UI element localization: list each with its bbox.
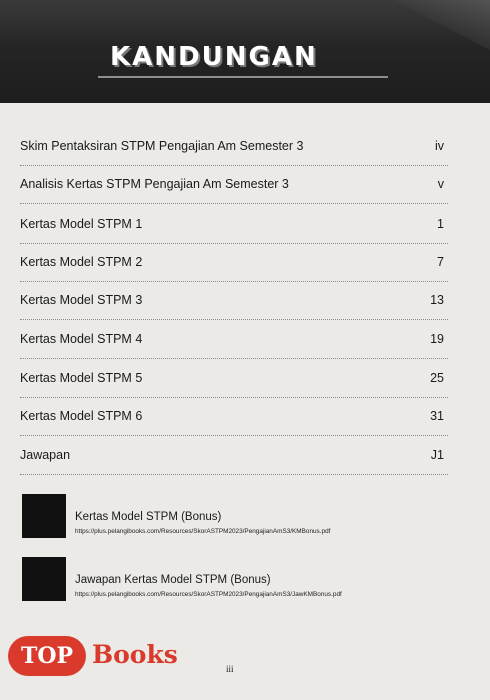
toc-row[interactable] — [20, 281, 448, 320]
bonus-title: Kertas Model STPM (Bonus) — [75, 511, 222, 523]
toc-label: Kertas Model STPM 3 — [20, 293, 143, 307]
bonus-title: Jawapan Kertas Model STPM (Bonus) — [75, 574, 271, 586]
toc-label: Kertas Model STPM 2 — [20, 255, 143, 269]
toc-row[interactable] — [20, 359, 448, 398]
toc-row[interactable] — [20, 205, 448, 244]
toc-label: Kertas Model STPM 5 — [20, 371, 143, 385]
toc-page: iv — [434, 139, 444, 153]
toc-page: 25 — [430, 371, 444, 385]
qr-code-icon[interactable] — [22, 557, 66, 601]
bonus-item[interactable] — [22, 494, 462, 540]
toc-row[interactable] — [20, 397, 448, 436]
toc-page: 13 — [430, 293, 444, 307]
toc-page: 1 — [437, 217, 444, 231]
bonus-item[interactable] — [22, 557, 462, 603]
toc-page: 7 — [437, 255, 444, 269]
toc-label: Analisis Kertas STPM Pengajian Am Semester 3 — [20, 177, 289, 191]
toc-label: Kertas Model STPM 1 — [20, 217, 143, 231]
toc-page: v — [437, 177, 444, 191]
toc-page: J1 — [430, 448, 444, 462]
toc-row[interactable] — [20, 127, 448, 166]
toc-label: Skim Pentaksiran STPM Pengajian Am Semester 3 — [20, 139, 304, 153]
toc-page: 19 — [430, 332, 444, 346]
toc-row[interactable] — [20, 165, 448, 204]
header-banner — [0, 0, 490, 103]
toc-label: Jawapan — [20, 448, 71, 462]
toc-label: Kertas Model STPM 4 — [20, 332, 143, 346]
topbooks-watermark-logo — [8, 636, 188, 676]
bonus-url-link[interactable]: https://plus.pelangibooks.com/Resources/SkorASTPM2023/PengajianAmS3/KMBonus.pdf — [75, 528, 331, 535]
qr-code-icon[interactable] — [22, 494, 66, 538]
page-title: KANDUNGAN — [110, 42, 318, 72]
header-fold-decoration — [370, 0, 490, 50]
toc-page: 31 — [430, 409, 444, 423]
toc-row[interactable] — [20, 243, 448, 282]
toc-row[interactable] — [20, 320, 448, 359]
toc-label: Kertas Model STPM 6 — [20, 409, 143, 423]
toc-row[interactable] — [20, 436, 448, 475]
bonus-url-link[interactable]: https://plus.pelangibooks.com/Resources/SkorASTPM2023/PengajianAmS3/JawKMBonus.pdf — [75, 591, 342, 598]
logo-top-badge: TOP — [8, 636, 86, 676]
page-number: iii — [226, 664, 234, 674]
logo-books-text: Books — [92, 640, 178, 669]
header-underline — [98, 76, 388, 78]
